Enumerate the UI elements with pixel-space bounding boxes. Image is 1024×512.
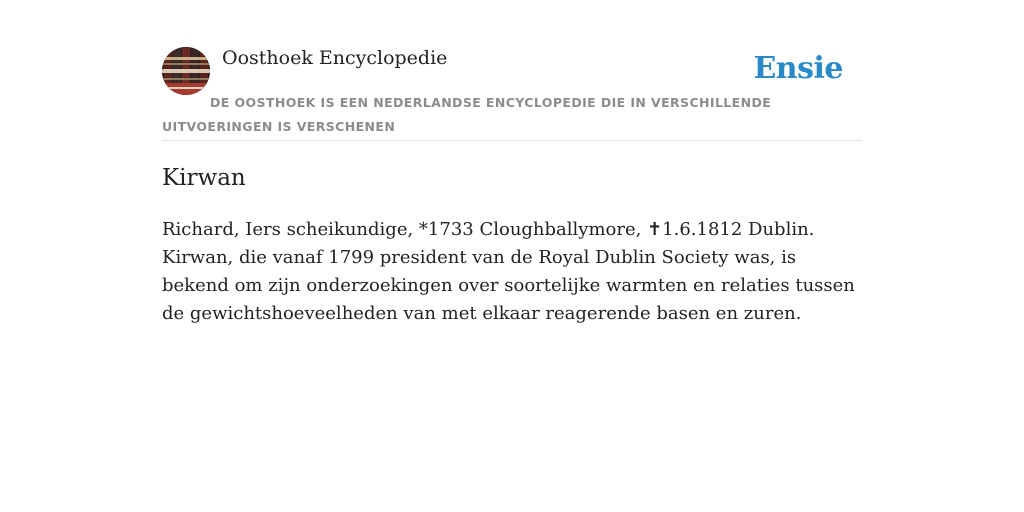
article-title: Kirwan [162,165,246,191]
site-tagline: DE OOSTHOEK IS EEN NEDERLANDSE ENCYCLOPEDIE DIE IN VERSCHILLENDE UITVOERINGEN IS VERSCHENEN [162,95,772,134]
brand-logo-link[interactable]: Ensie [753,51,843,86]
site-header [162,46,862,141]
site-title[interactable]: Oosthoek Encyclopedie [222,47,448,69]
article-body: Richard, Iers scheikundige, *1733 Cloughballymore, ✝1.6.1812 Dublin. Kirwan, die vanaf 1799 president van de Royal Dublin Society was, is bekend om zijn onderzoekingen over soortelijke warmten en relaties tussen de gewichtshoeveelheden van met elkaar reagerende basen en zuren. [162,219,855,324]
article [162,160,862,328]
book-spines-icon [162,47,210,95]
